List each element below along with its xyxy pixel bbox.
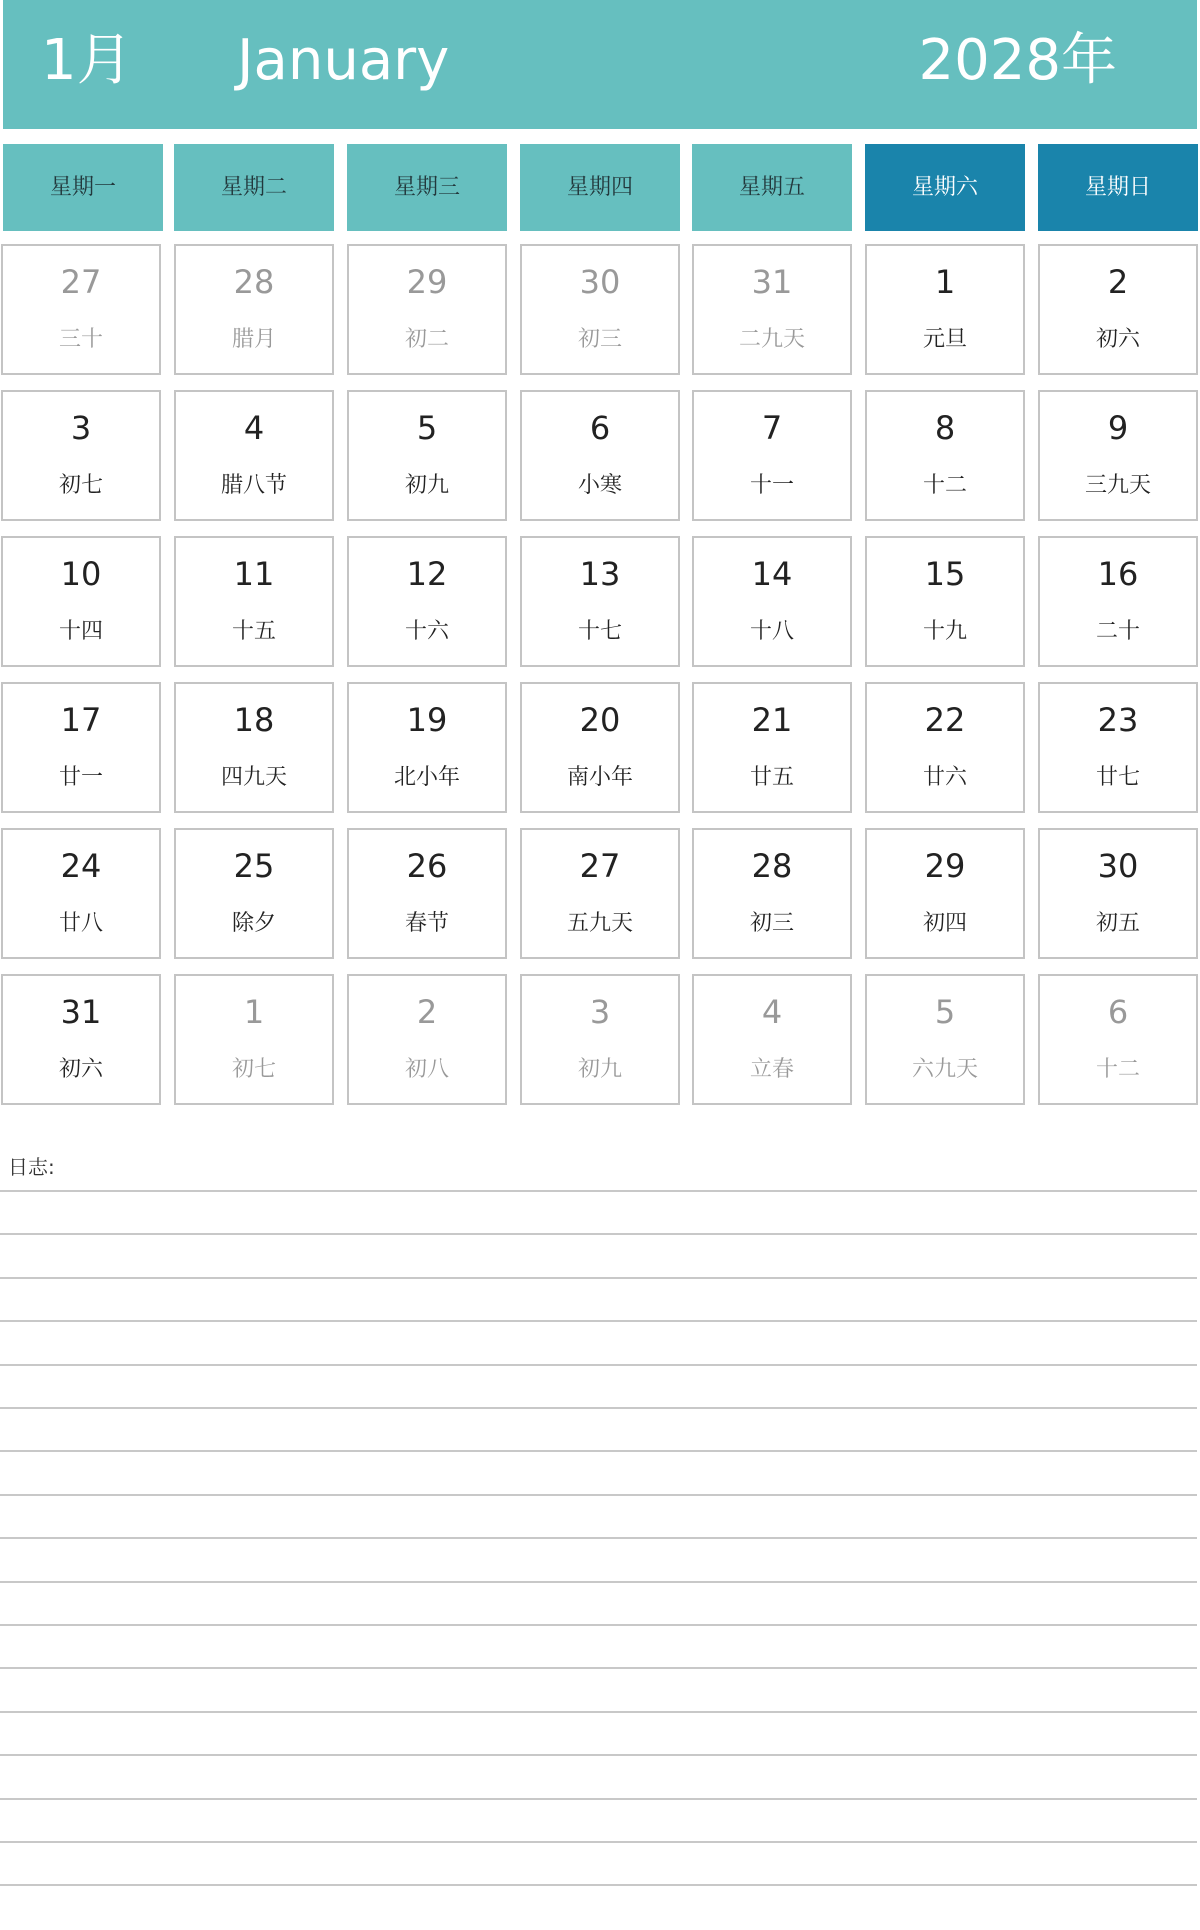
day-number: 15 bbox=[924, 555, 966, 593]
lunar-date: 十二 bbox=[922, 473, 967, 498]
note-line bbox=[0, 1407, 1197, 1409]
day-number: 27 bbox=[579, 847, 621, 885]
weekday-friday: 星期五 bbox=[692, 144, 852, 231]
note-line bbox=[0, 1190, 1197, 1192]
day-number: 2 bbox=[416, 993, 438, 1031]
lunar-date: 十一 bbox=[749, 473, 794, 498]
lunar-date: 十四 bbox=[58, 619, 103, 644]
day-number: 7 bbox=[761, 409, 783, 447]
weekday-header-row bbox=[0, 144, 1200, 231]
notes-label: 日志: bbox=[8, 1155, 55, 1179]
weekday-sunday: 星期日 bbox=[1038, 144, 1198, 231]
day-number: 4 bbox=[243, 409, 265, 447]
lunar-date: 初六 bbox=[58, 1057, 103, 1082]
day-number: 13 bbox=[579, 555, 621, 593]
day-cell-adjacent-month[interactable] bbox=[865, 974, 1025, 1105]
lunar-date: 三十 bbox=[58, 327, 103, 352]
day-cell[interactable] bbox=[1038, 682, 1198, 813]
day-number: 31 bbox=[60, 993, 102, 1031]
day-cell[interactable] bbox=[865, 828, 1025, 959]
lunar-date: 初四 bbox=[922, 911, 967, 936]
day-cell[interactable] bbox=[174, 390, 334, 521]
lunar-date: 腊月 bbox=[231, 327, 276, 352]
day-number: 26 bbox=[406, 847, 448, 885]
day-cell[interactable] bbox=[347, 390, 507, 521]
year-label: 2028年 bbox=[918, 28, 1117, 93]
note-line bbox=[0, 1624, 1197, 1626]
day-cell[interactable] bbox=[1, 390, 161, 521]
day-cell-adjacent-month[interactable] bbox=[692, 244, 852, 375]
day-cell[interactable] bbox=[865, 390, 1025, 521]
day-cell[interactable] bbox=[1038, 244, 1198, 375]
day-cell[interactable] bbox=[692, 536, 852, 667]
lunar-date: 三九天 bbox=[1084, 473, 1151, 498]
calendar-header bbox=[3, 0, 1197, 129]
lunar-date: 腊八节 bbox=[220, 473, 287, 498]
day-number: 16 bbox=[1097, 555, 1139, 593]
day-number: 5 bbox=[934, 993, 956, 1031]
day-cell[interactable] bbox=[692, 682, 852, 813]
day-number: 10 bbox=[60, 555, 102, 593]
lunar-date: 十七 bbox=[577, 619, 622, 644]
lunar-date: 初三 bbox=[749, 911, 794, 936]
day-number: 27 bbox=[60, 263, 102, 301]
day-number: 24 bbox=[60, 847, 102, 885]
lunar-date: 立春 bbox=[749, 1057, 794, 1082]
day-number: 6 bbox=[589, 409, 611, 447]
note-line bbox=[0, 1320, 1197, 1322]
lunar-date: 六九天 bbox=[911, 1057, 978, 1082]
lunar-date: 廿五 bbox=[749, 765, 794, 790]
month-english: January bbox=[237, 28, 450, 93]
note-line bbox=[0, 1841, 1197, 1843]
day-cell[interactable] bbox=[692, 390, 852, 521]
lunar-date: 廿七 bbox=[1095, 765, 1140, 790]
day-number: 3 bbox=[589, 993, 611, 1031]
lunar-date: 元旦 bbox=[922, 327, 967, 352]
day-number: 28 bbox=[751, 847, 793, 885]
weekday-monday: 星期一 bbox=[3, 144, 163, 231]
lunar-date: 初二 bbox=[404, 327, 449, 352]
note-line bbox=[0, 1450, 1197, 1452]
lunar-date: 初三 bbox=[577, 327, 622, 352]
day-number: 25 bbox=[233, 847, 275, 885]
weekday-saturday: 星期六 bbox=[865, 144, 1025, 231]
note-line bbox=[0, 1711, 1197, 1713]
day-number: 21 bbox=[751, 701, 793, 739]
day-number: 30 bbox=[1097, 847, 1139, 885]
day-number: 12 bbox=[406, 555, 448, 593]
note-line bbox=[0, 1667, 1197, 1669]
day-number: 1 bbox=[243, 993, 265, 1031]
lunar-date: 十六 bbox=[404, 619, 449, 644]
day-number: 8 bbox=[934, 409, 956, 447]
lunar-date: 十二 bbox=[1095, 1057, 1140, 1082]
day-number: 29 bbox=[406, 263, 448, 301]
lunar-date: 二十 bbox=[1095, 619, 1140, 644]
day-number: 23 bbox=[1097, 701, 1139, 739]
day-number: 31 bbox=[751, 263, 793, 301]
day-cell[interactable] bbox=[1038, 828, 1198, 959]
day-cell[interactable] bbox=[1, 682, 161, 813]
lunar-date: 二九天 bbox=[738, 327, 805, 352]
lunar-date: 十九 bbox=[922, 619, 967, 644]
day-cell[interactable] bbox=[692, 828, 852, 959]
day-cell[interactable] bbox=[520, 390, 680, 521]
day-cell[interactable] bbox=[520, 828, 680, 959]
day-cell[interactable] bbox=[1, 828, 161, 959]
day-number: 28 bbox=[233, 263, 275, 301]
day-cell-adjacent-month[interactable] bbox=[174, 244, 334, 375]
lunar-date: 十八 bbox=[749, 619, 794, 644]
lunar-date: 春节 bbox=[404, 911, 449, 936]
day-cell-adjacent-month[interactable] bbox=[692, 974, 852, 1105]
day-cell[interactable] bbox=[347, 536, 507, 667]
day-cell[interactable] bbox=[865, 536, 1025, 667]
day-cell[interactable] bbox=[865, 244, 1025, 375]
lunar-date: 十五 bbox=[231, 619, 276, 644]
day-number: 29 bbox=[924, 847, 966, 885]
lunar-date: 小寒 bbox=[577, 473, 622, 498]
lunar-date: 五九天 bbox=[566, 911, 633, 936]
note-line bbox=[0, 1754, 1197, 1756]
lunar-date: 初六 bbox=[1095, 327, 1140, 352]
lunar-date: 四九天 bbox=[220, 765, 287, 790]
day-cell[interactable] bbox=[347, 682, 507, 813]
note-line bbox=[0, 1537, 1197, 1539]
day-cell-adjacent-month[interactable] bbox=[1038, 974, 1198, 1105]
lunar-date: 初七 bbox=[58, 473, 103, 498]
lunar-date: 除夕 bbox=[231, 911, 276, 936]
day-cell[interactable] bbox=[1038, 536, 1198, 667]
lunar-date: 初五 bbox=[1095, 911, 1140, 936]
note-line bbox=[0, 1884, 1197, 1886]
note-line bbox=[0, 1277, 1197, 1279]
day-cell[interactable] bbox=[1038, 390, 1198, 521]
day-cell-adjacent-month[interactable] bbox=[520, 244, 680, 375]
weekday-thursday: 星期四 bbox=[520, 144, 680, 231]
lunar-date: 初九 bbox=[404, 473, 449, 498]
lunar-date: 南小年 bbox=[566, 765, 633, 790]
day-cell-adjacent-month[interactable] bbox=[1, 244, 161, 375]
day-cell-adjacent-month[interactable] bbox=[347, 974, 507, 1105]
day-cell[interactable] bbox=[520, 682, 680, 813]
day-number: 1 bbox=[934, 263, 956, 301]
day-cell[interactable] bbox=[174, 536, 334, 667]
calendar-grid bbox=[0, 244, 1200, 1106]
lunar-date: 廿一 bbox=[58, 765, 103, 790]
day-number: 2 bbox=[1107, 263, 1129, 301]
day-number: 4 bbox=[761, 993, 783, 1031]
note-line bbox=[0, 1581, 1197, 1583]
day-cell[interactable] bbox=[1, 536, 161, 667]
day-number: 17 bbox=[60, 701, 102, 739]
day-number: 22 bbox=[924, 701, 966, 739]
lunar-date: 廿八 bbox=[58, 911, 103, 936]
lunar-date: 初七 bbox=[231, 1057, 276, 1082]
note-line bbox=[0, 1233, 1197, 1235]
month-chinese: 1月 bbox=[41, 28, 133, 93]
lunar-date: 廿六 bbox=[922, 765, 967, 790]
day-cell-adjacent-month[interactable] bbox=[347, 244, 507, 375]
day-cell[interactable] bbox=[865, 682, 1025, 813]
day-cell[interactable] bbox=[347, 828, 507, 959]
lunar-date: 初八 bbox=[404, 1057, 449, 1082]
lunar-date: 初九 bbox=[577, 1057, 622, 1082]
day-number: 30 bbox=[579, 263, 621, 301]
day-number: 19 bbox=[406, 701, 448, 739]
day-number: 18 bbox=[233, 701, 275, 739]
day-cell-adjacent-month[interactable] bbox=[520, 974, 680, 1105]
day-cell-adjacent-month[interactable] bbox=[174, 974, 334, 1105]
weekday-wednesday: 星期三 bbox=[347, 144, 507, 231]
weekday-tuesday: 星期二 bbox=[174, 144, 334, 231]
note-line bbox=[0, 1798, 1197, 1800]
day-cell[interactable] bbox=[1, 974, 161, 1105]
note-line bbox=[0, 1364, 1197, 1366]
day-number: 20 bbox=[579, 701, 621, 739]
day-number: 11 bbox=[233, 555, 275, 593]
day-number: 9 bbox=[1107, 409, 1129, 447]
lunar-date: 北小年 bbox=[393, 765, 460, 790]
day-number: 3 bbox=[70, 409, 92, 447]
note-line bbox=[0, 1494, 1197, 1496]
day-cell[interactable] bbox=[520, 536, 680, 667]
day-number: 14 bbox=[751, 555, 793, 593]
day-cell[interactable] bbox=[174, 828, 334, 959]
day-number: 6 bbox=[1107, 993, 1129, 1031]
day-cell[interactable] bbox=[174, 682, 334, 813]
day-number: 5 bbox=[416, 409, 438, 447]
